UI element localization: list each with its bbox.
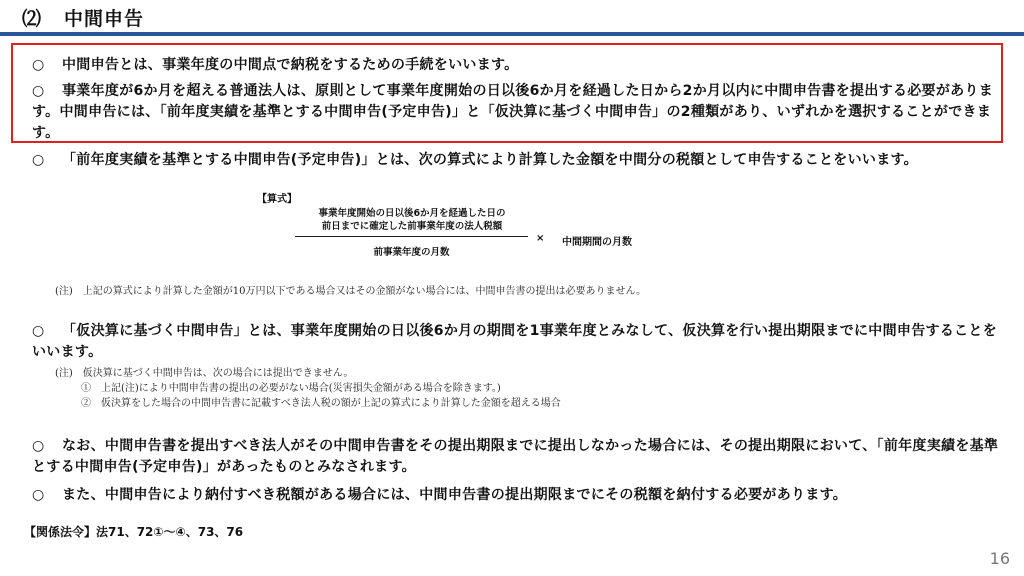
paragraph-text: 「前年度実績を基準とする中間申告(予定申告)」とは、次の算式により計算した金額を中間分の税額として申告することをいいます。 — [62, 152, 918, 168]
bullet-icon: ○ — [32, 57, 45, 73]
note-2 — [55, 366, 561, 411]
section-title — [22, 4, 144, 31]
note-2-intro: (注) 仮決算に基づく中間申告は、次の場合には提出できません。 — [55, 368, 354, 379]
note-2-item-1: ① 上記(注)により中間申告書の提出の必要がない場合(災害損失金額がある場合を除きます。) — [81, 383, 501, 394]
bullet-icon: ○ — [32, 323, 45, 339]
paragraph-1 — [32, 55, 1007, 76]
paragraph-5 — [32, 436, 1007, 478]
paragraph-text: 「仮決算に基づく中間申告」とは、事業年度開始の日以後6か月の期間を1事業年度とみなして、仮決算を行い提出期限までに中間申告することをいいます。 — [32, 323, 997, 360]
bullet-icon: ○ — [32, 83, 45, 99]
paragraph-text: なお、中間申告書を提出すべき法人がその中間申告書をその提出期限までに提出しなかった場合には、その提出期限において、「前年度実績を基準とする中間申告(予定申告)」があったものとみなされます。 — [32, 438, 999, 475]
formula-numerator — [293, 207, 531, 233]
note-2-item-2: ② 仮決算をした場合の中間申告書に記載すべき法人税の額が上記の算式により計算した金額を超える場合 — [81, 398, 561, 409]
paragraph-3 — [32, 150, 1007, 171]
formula-multiplier: 中間期間の月数 — [562, 237, 632, 248]
bullet-icon: ○ — [32, 438, 45, 454]
fraction-bar — [295, 236, 528, 237]
paragraph-2 — [32, 81, 1007, 144]
paragraph-text: また、中間申告により納付すべき税額がある場合には、中間申告書の提出期限までにその税額を納付する必要があります。 — [62, 487, 848, 503]
section-number: ⑵ — [22, 8, 43, 30]
paragraph-6 — [32, 485, 1022, 506]
bullet-icon: ○ — [32, 152, 45, 168]
formula-numerator-line1: 事業年度開始の日以後6か月を経過した日の — [318, 208, 506, 219]
note-1: (注) 上記の算式により計算した金額が10万円以下である場合又はその金額がない場合には、中間申告書の提出は必要ありません。 — [55, 286, 647, 297]
page-number: 16 — [989, 549, 1010, 568]
paragraph-4 — [32, 321, 1007, 363]
formula-denominator: 前事業年度の月数 — [373, 247, 450, 258]
paragraph-text: 事業年度が6か月を超える普通法人は、原則として事業年度開始の日以後6か月を経過した日から2か月以内に中間申告書を提出する必要があります。中間申告には、「前年度実績を基準とする中間申告(予定申告)」と「仮決算に基づく中間申告」の2種類があり、いずれかを選択することができます。 — [32, 83, 994, 141]
section-title-text: 中間申告 — [64, 8, 145, 30]
formula-heading: 【算式】 — [257, 194, 297, 205]
bullet-icon: ○ — [32, 487, 45, 503]
formula-numerator-line2: 前日までに確定した前事業年度の法人税額 — [321, 221, 503, 232]
title-rule — [0, 32, 1024, 36]
related-laws: 【関係法令】法71、72①～④、73、76 — [24, 525, 244, 539]
multiply-sign: × — [536, 233, 545, 244]
paragraph-text: 中間申告とは、事業年度の中間点で納税をするための手続をいいます。 — [62, 57, 519, 73]
